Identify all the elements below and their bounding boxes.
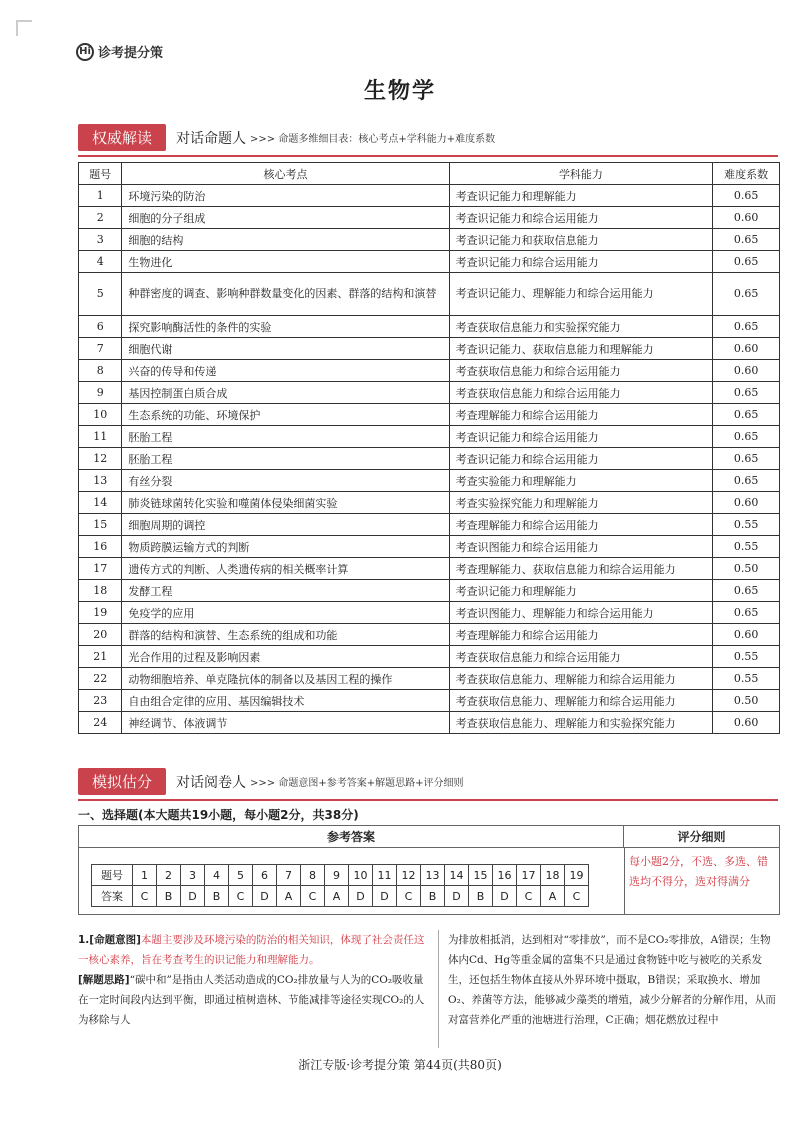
table-row	[79, 668, 780, 690]
answer-num-cell: 11	[373, 865, 397, 886]
table-row	[79, 426, 780, 448]
row-difficulty: 0.55	[713, 514, 780, 536]
answer-num-cell: 17	[517, 865, 541, 886]
table-row	[79, 712, 780, 734]
table-row	[79, 338, 780, 360]
section-heading: 对话命题人	[176, 130, 247, 147]
row-ability: 考查实验能力和理解能力	[449, 470, 713, 492]
table-row	[79, 273, 780, 316]
row-difficulty: 0.65	[713, 580, 780, 602]
row-num: 24	[79, 712, 122, 734]
explain-right	[448, 930, 780, 1030]
section-rule	[78, 155, 778, 157]
row-topic: 有丝分裂	[122, 470, 449, 492]
answer-num-cell: 4	[205, 865, 229, 886]
row-topic: 细胞的结构	[122, 229, 449, 251]
row-topic: 免疫学的应用	[122, 602, 449, 624]
answer-box-divider	[624, 848, 625, 914]
row-num: 13	[79, 470, 122, 492]
table-row	[79, 360, 780, 382]
row-difficulty: 0.65	[713, 404, 780, 426]
header-difficulty: 难度系数	[713, 163, 780, 185]
row-num: 23	[79, 690, 122, 712]
row-num: 18	[79, 580, 122, 602]
row-topic: 兴奋的传导和传递	[122, 360, 449, 382]
row-ability: 考查获取信息能力和综合运用能力	[449, 646, 713, 668]
row-difficulty: 0.55	[713, 668, 780, 690]
num-label: 题号	[92, 865, 133, 886]
row-ability: 考查理解能力和综合运用能力	[449, 404, 713, 426]
exam-spec-table	[78, 162, 780, 734]
answer-letter-cell: D	[445, 886, 469, 907]
row-difficulty: 0.65	[713, 251, 780, 273]
table-row	[79, 316, 780, 338]
row-topic: 生态系统的功能、环境保护	[122, 404, 449, 426]
answer-num-cell: 14	[445, 865, 469, 886]
intent-label: [命题意图]	[89, 934, 141, 946]
answer-num-cell: 3	[181, 865, 205, 886]
row-num: 20	[79, 624, 122, 646]
think-label: [解题思路]	[78, 974, 130, 986]
row-topic: 肺炎链球菌转化实验和噬菌体侵染细菌实验	[122, 492, 449, 514]
answer-letter-cell: B	[421, 886, 445, 907]
answer-num-cell: 9	[325, 865, 349, 886]
row-difficulty: 0.50	[713, 690, 780, 712]
table-row	[79, 251, 780, 273]
table-row	[79, 470, 780, 492]
row-topic: 探究影响酶活性的条件的实验	[122, 316, 449, 338]
row-num: 15	[79, 514, 122, 536]
answer-num-cell: 2	[157, 865, 181, 886]
answer-letter-cell: C	[229, 886, 253, 907]
row-num: 9	[79, 382, 122, 404]
mc-title: 一、选择题(本大题共19小题，每小题2分，共38分)	[78, 808, 359, 822]
row-topic: 动物细胞培养、单克隆抗体的制备以及基因工程的操作	[122, 668, 449, 690]
row-num: 5	[79, 273, 122, 316]
row-topic: 光合作用的过程及影响因素	[122, 646, 449, 668]
row-ability: 考查实验探究能力和理解能力	[449, 492, 713, 514]
row-ability: 考查获取信息能力和综合运用能力	[449, 382, 713, 404]
answer-letter-cell: C	[565, 886, 589, 907]
row-num: 4	[79, 251, 122, 273]
table-row	[79, 580, 780, 602]
row-ability: 考查识记能力、理解能力和综合运用能力	[449, 273, 713, 316]
column-divider	[438, 930, 439, 1048]
row-num: 10	[79, 404, 122, 426]
row-difficulty: 0.50	[713, 558, 780, 580]
row-difficulty: 0.60	[713, 338, 780, 360]
row-difficulty: 0.60	[713, 360, 780, 382]
page-title: 生物学	[363, 79, 436, 104]
answer-num-row	[92, 865, 589, 886]
row-ability: 考查获取信息能力和综合运用能力	[449, 360, 713, 382]
answer-letter-cell: B	[157, 886, 181, 907]
answer-letter-cell: D	[493, 886, 517, 907]
row-difficulty: 0.65	[713, 382, 780, 404]
answer-letter-cell: D	[253, 886, 277, 907]
row-num: 8	[79, 360, 122, 382]
row-ability: 考查识记能力和综合运用能力	[449, 207, 713, 229]
think-text: “碳中和”是指由人类活动造成的CO₂排放量与人为的CO₂吸收量在一定时间段内达到平衡，即通过植树造林、节能减排等途径实现CO₂的人为移除与人	[78, 974, 425, 1026]
answer-letter-cell: C	[133, 886, 157, 907]
row-num: 11	[79, 426, 122, 448]
row-ability: 考查获取信息能力和实验探究能力	[449, 316, 713, 338]
row-difficulty: 0.60	[713, 624, 780, 646]
row-topic: 细胞周期的调控	[122, 514, 449, 536]
answer-table	[91, 864, 589, 907]
row-ability: 考查理解能力和综合运用能力	[449, 624, 713, 646]
row-num: 1	[79, 185, 122, 207]
table-row	[79, 448, 780, 470]
table-row	[79, 207, 780, 229]
explain-right-text: 为排放相抵消，达到相对“零排放”，而不是CO₂零排放，A错误；生物体内Cd、Hg等重金属的富集不只是通过食物链中吃与被吃的关系发生，还包括生物体直接从外界环境中摄取，B错误；采取换水、增加O₂、养菌等方法，能够减少藻类的增殖，减少分解者的分解作用，从而对富营养化严重的池塘进行治理，C正确；烟花燃放过程中	[448, 934, 776, 1026]
answer-letter-cell: C	[301, 886, 325, 907]
row-ability: 考查获取信息能力、理解能力和实验探究能力	[449, 712, 713, 734]
answer-num-cell: 8	[301, 865, 325, 886]
row-difficulty: 0.65	[713, 229, 780, 251]
section-subheading: >>> 命题多维细目表：核心考点+学科能力+难度系数	[250, 134, 496, 145]
explain-left	[78, 930, 430, 1030]
table-row	[79, 185, 780, 207]
row-num: 17	[79, 558, 122, 580]
answer-box	[78, 825, 780, 915]
row-topic: 生物进化	[122, 251, 449, 273]
answer-letter-cell: D	[373, 886, 397, 907]
row-topic: 群落的结构和演替、生态系统的组成和功能	[122, 624, 449, 646]
score-rule-header: 评分细则	[624, 826, 779, 848]
table-row	[79, 602, 780, 624]
row-num: 21	[79, 646, 122, 668]
answer-letter-cell: B	[205, 886, 229, 907]
row-num: 14	[79, 492, 122, 514]
ans-label: 答案	[92, 886, 133, 907]
row-difficulty: 0.55	[713, 536, 780, 558]
score-rule-text: 每小题2分，不选、多选、错选均不得分，选对得满分	[629, 855, 768, 888]
answer-letter-cell: C	[517, 886, 541, 907]
answer-letter-cell: C	[397, 886, 421, 907]
row-num: 2	[79, 207, 122, 229]
row-ability: 考查识记能力和理解能力	[449, 580, 713, 602]
row-ability: 考查获取信息能力、理解能力和综合运用能力	[449, 690, 713, 712]
table-row	[79, 646, 780, 668]
row-num: 6	[79, 316, 122, 338]
answer-num-cell: 6	[253, 865, 277, 886]
row-num: 16	[79, 536, 122, 558]
row-ability: 考查识记能力和综合运用能力	[449, 448, 713, 470]
row-num: 19	[79, 602, 122, 624]
brand	[76, 42, 163, 61]
row-topic: 细胞的分子组成	[122, 207, 449, 229]
row-topic: 基因控制蛋白质合成	[122, 382, 449, 404]
table-row	[79, 404, 780, 426]
page-footer: 浙江专版·诊考提分策 第44页(共80页)	[298, 1058, 502, 1072]
answer-letter-cell: A	[325, 886, 349, 907]
answer-num-cell: 16	[493, 865, 517, 886]
answer-num-cell: 12	[397, 865, 421, 886]
row-topic: 细胞代谢	[122, 338, 449, 360]
table-header-row	[79, 163, 780, 185]
answer-num-cell: 19	[565, 865, 589, 886]
table-row	[79, 229, 780, 251]
table-row	[79, 536, 780, 558]
section-simulation	[78, 768, 778, 795]
row-ability: 考查获取信息能力、理解能力和综合运用能力	[449, 668, 713, 690]
answer-letter-row	[92, 886, 589, 907]
answer-num-cell: 18	[541, 865, 565, 886]
row-difficulty: 0.65	[713, 448, 780, 470]
row-difficulty: 0.60	[713, 492, 780, 514]
answer-letter-cell: A	[277, 886, 301, 907]
row-ability: 考查理解能力和综合运用能力	[449, 514, 713, 536]
section-subheading: >>> 命题意图+参考答案+解题思路+评分细则	[250, 778, 464, 789]
table-row	[79, 558, 780, 580]
row-ability: 考查识记能力和理解能力	[449, 185, 713, 207]
row-num: 12	[79, 448, 122, 470]
table-row	[79, 514, 780, 536]
row-difficulty: 0.65	[713, 185, 780, 207]
row-difficulty: 0.65	[713, 470, 780, 492]
row-ability: 考查识图能力和综合运用能力	[449, 536, 713, 558]
row-topic: 物质跨膜运输方式的判断	[122, 536, 449, 558]
row-num: 22	[79, 668, 122, 690]
row-topic: 胚胎工程	[122, 426, 449, 448]
table-row	[79, 382, 780, 404]
header-ability: 学科能力	[449, 163, 713, 185]
row-num: 7	[79, 338, 122, 360]
section-tag: 权威解读	[78, 124, 166, 151]
row-ability: 考查识记能力和综合运用能力	[449, 251, 713, 273]
row-difficulty: 0.55	[713, 646, 780, 668]
ref-answer-header: 参考答案	[79, 826, 624, 848]
answer-letter-cell: A	[541, 886, 565, 907]
answer-num-cell: 15	[469, 865, 493, 886]
table-body	[79, 185, 780, 734]
answer-num-cell: 10	[349, 865, 373, 886]
header-num: 题号	[79, 163, 122, 185]
table-row	[79, 492, 780, 514]
row-difficulty: 0.65	[713, 426, 780, 448]
answer-letter-cell: D	[181, 886, 205, 907]
row-difficulty: 0.65	[713, 316, 780, 338]
answer-num-cell: 1	[133, 865, 157, 886]
row-ability: 考查理解能力、获取信息能力和综合运用能力	[449, 558, 713, 580]
row-ability: 考查识记能力、获取信息能力和理解能力	[449, 338, 713, 360]
table-row	[79, 624, 780, 646]
section-tag: 模拟估分	[78, 768, 166, 795]
row-num: 3	[79, 229, 122, 251]
corner-mark	[16, 20, 32, 36]
row-topic: 发酵工程	[122, 580, 449, 602]
row-topic: 环境污染的防治	[122, 185, 449, 207]
row-topic: 种群密度的调查、影响种群数量变化的因素、群落的结构和演替	[122, 273, 449, 316]
row-ability: 考查识记能力和获取信息能力	[449, 229, 713, 251]
q1-label: 1.	[78, 934, 90, 946]
row-difficulty: 0.60	[713, 207, 780, 229]
section-authority	[78, 124, 778, 151]
section-heading: 对话阅卷人	[176, 774, 247, 791]
answer-letter-cell: B	[469, 886, 493, 907]
answer-num-cell: 7	[277, 865, 301, 886]
row-ability: 考查识图能力、理解能力和综合运用能力	[449, 602, 713, 624]
row-difficulty: 0.60	[713, 712, 780, 734]
section-rule	[78, 799, 778, 801]
answer-num-cell: 5	[229, 865, 253, 886]
header-topic: 核心考点	[122, 163, 449, 185]
row-topic: 神经调节、体液调节	[122, 712, 449, 734]
row-topic: 胚胎工程	[122, 448, 449, 470]
answer-letter-cell: D	[349, 886, 373, 907]
row-difficulty: 0.65	[713, 602, 780, 624]
intent-text: 本题主要涉及环境污染的防治的相关知识，体现了社会责任这一核心素养，旨在考查考生的识记能力和理解能力。	[78, 934, 425, 966]
row-difficulty: 0.65	[713, 273, 780, 316]
row-ability: 考查识记能力和综合运用能力	[449, 426, 713, 448]
brand-name: 诊考提分策	[98, 46, 164, 61]
answer-num-cell: 13	[421, 865, 445, 886]
table-row	[79, 690, 780, 712]
row-topic: 自由组合定律的应用、基因编辑技术	[122, 690, 449, 712]
brand-logo-icon: Hi	[76, 43, 94, 61]
row-topic: 遗传方式的判断、人类遗传病的相关概率计算	[122, 558, 449, 580]
